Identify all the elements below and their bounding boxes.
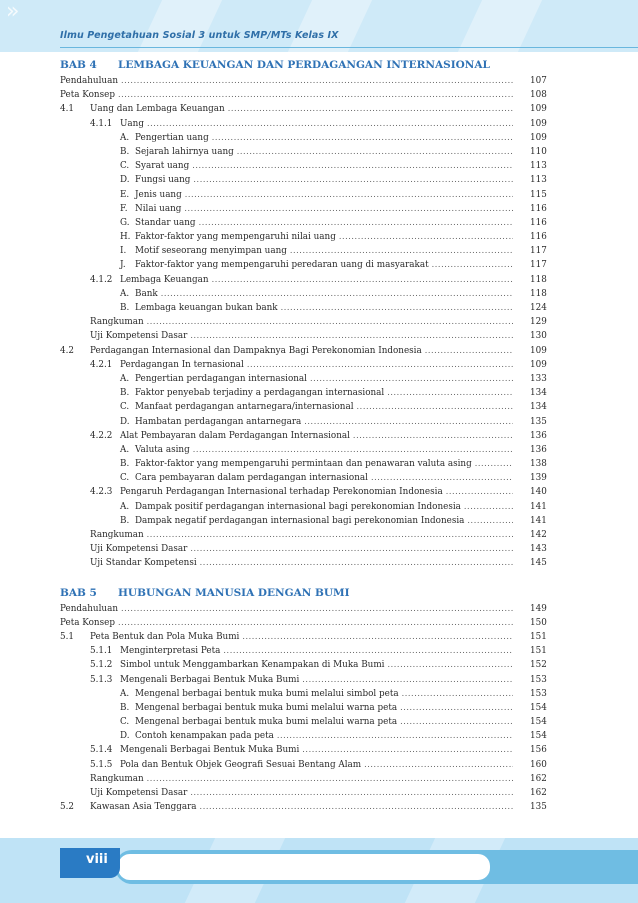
toc-entry[interactable] bbox=[60, 471, 556, 485]
dot-leader bbox=[364, 758, 513, 772]
dot-leader bbox=[302, 743, 513, 757]
toc-entry-page: 116 bbox=[530, 217, 547, 228]
toc-entry-number: B. bbox=[120, 702, 130, 713]
toc-entry-label: Faktor-faktor yang mempengaruhi peredaran uang di masyarakat bbox=[135, 260, 429, 271]
toc-entry-page: 118 bbox=[530, 274, 547, 285]
toc-entry-page: 145 bbox=[530, 558, 547, 569]
toc-entry-label: Rangkuman bbox=[90, 773, 144, 784]
toc-entry-page: 136 bbox=[530, 430, 547, 441]
chapter-heading bbox=[60, 57, 556, 74]
toc-entry-number: 5.1.4 bbox=[90, 745, 113, 756]
toc-entry-number: 4.1 bbox=[60, 104, 74, 115]
dot-leader bbox=[212, 273, 513, 287]
toc-entry-label: Motif seseorang menyimpan uang bbox=[135, 246, 287, 257]
toc-entry-number: 5.2 bbox=[60, 802, 74, 813]
toc-entry[interactable] bbox=[60, 372, 556, 386]
dot-leader bbox=[464, 500, 513, 514]
toc-entry[interactable] bbox=[60, 202, 556, 216]
toc-entry-label: Faktor penyebab terjadiny a perdagangan internasional bbox=[135, 388, 385, 399]
toc-entry[interactable] bbox=[60, 658, 556, 672]
toc-entry-number: A. bbox=[120, 132, 130, 143]
toc-entry-label: Pendahuluan bbox=[60, 603, 118, 614]
toc-entry-label: Peta Konsep bbox=[60, 90, 115, 101]
toc-entry-label: Pendahuluan bbox=[60, 76, 118, 86]
toc-entry-page: 118 bbox=[530, 288, 547, 299]
toc-entry-number: G. bbox=[120, 217, 130, 228]
toc-entry-label: Uji Standar Kompetensi bbox=[90, 558, 197, 569]
dot-leader bbox=[118, 88, 513, 102]
toc-entry[interactable] bbox=[60, 644, 556, 658]
toc-entry-number: 4.1.2 bbox=[90, 274, 113, 285]
toc-entry-label: Syarat uang bbox=[135, 161, 190, 172]
dot-leader bbox=[353, 429, 513, 443]
toc-entry-label: Mengenali Berbagai Bentuk Muka Bumi bbox=[120, 674, 300, 685]
toc-entry-number: D. bbox=[120, 416, 130, 427]
toc-entry-page: 134 bbox=[530, 388, 547, 399]
dot-leader bbox=[199, 216, 513, 230]
toc-entry[interactable] bbox=[60, 528, 556, 542]
dot-leader bbox=[121, 602, 513, 616]
toc-entry[interactable] bbox=[60, 102, 556, 116]
toc-entry-page: 117 bbox=[530, 246, 547, 257]
toc-entry-label: Faktor-faktor yang mempengaruhi nilai uang bbox=[135, 232, 336, 243]
dot-leader bbox=[190, 542, 513, 556]
toc-entry-page: 109 bbox=[530, 359, 547, 370]
toc-entry-page: 115 bbox=[530, 189, 547, 200]
toc-entry-page: 129 bbox=[530, 317, 547, 328]
dot-leader bbox=[402, 687, 513, 701]
dot-leader bbox=[467, 514, 513, 528]
toc-entry-number: C. bbox=[120, 402, 130, 413]
toc-entry-label: Uang bbox=[120, 118, 144, 129]
toc-entry[interactable] bbox=[60, 173, 556, 187]
toc-entry-label: Dampak negatif perdagangan internasional bagi perekonomian Indonesia bbox=[135, 515, 465, 526]
toc-entry-label: Rangkuman bbox=[90, 317, 144, 328]
toc-entry-label: Jenis uang bbox=[135, 189, 182, 200]
toc-entry-page: 162 bbox=[530, 773, 547, 784]
toc-entry-label: Lembaga Keuangan bbox=[120, 274, 209, 285]
dot-leader bbox=[446, 485, 513, 499]
toc-entry-number: D. bbox=[120, 731, 130, 742]
toc-entry-page: 154 bbox=[530, 702, 547, 713]
toc-entry-label: Mengenal berbagai bentuk muka bumi melalui warna peta bbox=[135, 717, 398, 728]
toc-entry-number: 4.2.3 bbox=[90, 487, 113, 498]
toc-entry-page: 109 bbox=[530, 118, 547, 129]
header-stripe bbox=[138, 0, 222, 52]
toc-entry[interactable] bbox=[60, 772, 556, 786]
toc-entry[interactable] bbox=[60, 258, 556, 272]
dot-leader bbox=[387, 386, 513, 400]
dot-leader bbox=[121, 74, 513, 88]
toc-entry[interactable] bbox=[60, 244, 556, 258]
toc-entry-label: Lembaga keuangan bukan bank bbox=[135, 303, 278, 313]
toc-entry-number: E. bbox=[120, 189, 130, 200]
toc-entry[interactable] bbox=[60, 415, 556, 429]
toc-entry[interactable] bbox=[60, 500, 556, 514]
toc-entry-page: 150 bbox=[530, 617, 547, 628]
toc-entry-label: Menginterpretasi Peta bbox=[120, 646, 221, 657]
toc-entry-page: 156 bbox=[530, 745, 547, 756]
toc-entry-page: 107 bbox=[530, 76, 547, 86]
toc-entry-number: J. bbox=[120, 260, 126, 271]
toc-entry-page: 109 bbox=[530, 104, 547, 115]
dot-leader bbox=[147, 772, 513, 786]
toc-entry[interactable] bbox=[60, 216, 556, 230]
toc-entry[interactable] bbox=[60, 230, 556, 244]
toc-entry-number: F. bbox=[120, 203, 128, 214]
toc-entry-label: Peta Konsep bbox=[60, 617, 115, 628]
dot-leader bbox=[304, 415, 513, 429]
chapter-title: LEMBAGA KEUANGAN DAN PERDAGANGAN INTERNASIONAL bbox=[118, 59, 490, 71]
chapter-number: BAB 4 bbox=[60, 59, 97, 71]
toc-entry[interactable] bbox=[60, 701, 556, 715]
toc-entry-number: H. bbox=[120, 232, 131, 243]
toc-entry-number: B. bbox=[120, 459, 130, 470]
toc-entry-label: Mengenal berbagai bentuk muka bumi melalui warna peta bbox=[135, 702, 398, 713]
toc-entry-page: 109 bbox=[530, 132, 547, 143]
toc-entry[interactable] bbox=[60, 400, 556, 414]
toc-entry-label: Simbol untuk Menggambarkan Kenampakan di Muka Bumi bbox=[120, 660, 385, 671]
toc-entry-page: 116 bbox=[530, 203, 547, 214]
toc-entry-number: 4.2 bbox=[60, 345, 74, 356]
toc-entry-label: Sejarah lahirnya uang bbox=[135, 146, 234, 157]
toc-entry-page: 151 bbox=[530, 646, 547, 657]
toc-entry-page: 134 bbox=[530, 402, 547, 413]
toc-entry[interactable] bbox=[60, 315, 556, 329]
dot-leader bbox=[161, 287, 513, 301]
toc-entry-number: C. bbox=[120, 161, 130, 172]
chapter-title: HUBUNGAN MANUSIA DENGAN BUMI bbox=[118, 586, 350, 599]
toc-entry-page: 151 bbox=[530, 631, 547, 642]
dot-leader bbox=[147, 117, 513, 131]
toc-entry-label: Contoh kenampakan pada peta bbox=[135, 731, 274, 742]
toc-entry-label: Manfaat perdagangan antarnegara/internasional bbox=[135, 402, 354, 413]
toc-entry-page: 143 bbox=[530, 544, 547, 555]
dot-leader bbox=[193, 173, 513, 187]
header-band bbox=[0, 0, 638, 52]
dot-leader bbox=[432, 258, 513, 272]
toc-entry-label: Uji Kompetensi Dasar bbox=[90, 331, 188, 342]
dot-leader bbox=[371, 471, 513, 485]
dot-leader bbox=[357, 400, 513, 414]
chevron-icon: » bbox=[6, 0, 20, 24]
toc-entry-page: 133 bbox=[530, 373, 547, 384]
toc-entry-number: C. bbox=[120, 473, 130, 484]
toc-entry[interactable] bbox=[60, 429, 556, 443]
toc-entry-page: 113 bbox=[530, 175, 547, 186]
dot-leader bbox=[237, 145, 513, 159]
toc-entry[interactable] bbox=[60, 74, 556, 88]
toc-entry-label: Pengertian uang bbox=[135, 132, 209, 143]
chapter-number: BAB 5 bbox=[60, 586, 97, 599]
dot-leader bbox=[212, 131, 513, 145]
toc-entry-label: Rangkuman bbox=[90, 530, 144, 540]
dot-leader bbox=[200, 800, 513, 814]
toc-entry[interactable] bbox=[60, 556, 556, 570]
toc-entry[interactable] bbox=[60, 758, 556, 772]
toc-entry-label: Uji Kompetensi Dasar bbox=[90, 788, 188, 798]
page-number: viii bbox=[86, 852, 108, 867]
toc-entry-page: 154 bbox=[530, 731, 547, 742]
toc-entry-label: Pengaruh Perdagangan Internasional terhadap Perekonomian Indonesia bbox=[120, 487, 443, 498]
toc-entry[interactable] bbox=[60, 485, 556, 499]
toc-entry-number: 5.1.2 bbox=[90, 660, 113, 671]
dot-leader bbox=[118, 616, 513, 630]
toc-entry-label: Pengertian perdagangan internasional bbox=[135, 373, 307, 384]
toc-entry-label: Valuta asing bbox=[135, 444, 190, 455]
header-rule bbox=[60, 47, 638, 48]
dot-leader bbox=[425, 344, 513, 358]
dot-leader bbox=[400, 715, 513, 729]
toc-entry-page: 124 bbox=[530, 303, 547, 313]
toc-entry-page: 162 bbox=[530, 788, 547, 798]
dot-leader bbox=[193, 443, 513, 457]
toc-entry-page: 154 bbox=[530, 717, 547, 728]
dot-leader bbox=[200, 556, 513, 570]
toc-entry[interactable] bbox=[60, 358, 556, 372]
toc-entry-label: Pola dan Bentuk Objek Geografi Sesuai Bentang Alam bbox=[120, 759, 362, 770]
dot-leader bbox=[475, 457, 513, 471]
chapter-heading bbox=[60, 585, 556, 602]
toc-entry-page: 138 bbox=[530, 459, 547, 470]
toc-entry-label: Nilai uang bbox=[135, 203, 182, 214]
toc-entry-page: 160 bbox=[530, 759, 547, 770]
dot-leader bbox=[147, 528, 513, 542]
toc-entry-number: C. bbox=[120, 717, 130, 728]
toc-entry[interactable] bbox=[60, 301, 556, 315]
dot-leader bbox=[277, 729, 513, 743]
toc-entry-label: Cara pembayaran dalam perdagangan internasional bbox=[135, 473, 368, 484]
toc-entry-page: 108 bbox=[530, 90, 547, 101]
toc-entry-number: D. bbox=[120, 175, 130, 186]
toc-entry-label: Alat Pembayaran dalam Perdagangan Internasional bbox=[120, 430, 350, 441]
toc-entry-page: 141 bbox=[530, 501, 547, 512]
toc-entry[interactable] bbox=[60, 188, 556, 202]
toc-entry[interactable] bbox=[60, 602, 556, 616]
dot-leader bbox=[247, 358, 513, 372]
header-stripe bbox=[288, 0, 372, 52]
toc-entry-page: 140 bbox=[530, 487, 547, 498]
toc-entry-number: 4.2.1 bbox=[90, 359, 113, 370]
toc-entry-label: Uji Kompetensi Dasar bbox=[90, 544, 188, 555]
toc-entry[interactable] bbox=[60, 743, 556, 757]
toc-entry-page: 139 bbox=[530, 473, 547, 484]
toc-entry[interactable] bbox=[60, 800, 556, 814]
table-of-contents bbox=[60, 57, 556, 814]
toc-entry-number: 4.1.1 bbox=[90, 118, 113, 129]
toc-entry-page: 116 bbox=[530, 232, 547, 243]
toc-entry-label: Mengenali Berbagai Bentuk Muka Bumi bbox=[120, 745, 300, 756]
toc-entry-number: I. bbox=[120, 246, 127, 257]
toc-entry-page: 153 bbox=[530, 688, 547, 699]
toc-entry[interactable] bbox=[60, 287, 556, 301]
toc-entry-page: 110 bbox=[530, 146, 547, 157]
toc-entry-number: A. bbox=[120, 688, 130, 699]
toc-entry-number: B. bbox=[120, 303, 130, 313]
toc-entry[interactable] bbox=[60, 117, 556, 131]
toc-entry-number: A. bbox=[120, 288, 130, 299]
toc-entry[interactable] bbox=[60, 514, 556, 528]
toc-entry[interactable] bbox=[60, 443, 556, 457]
toc-entry[interactable] bbox=[60, 630, 556, 644]
dot-leader bbox=[388, 658, 514, 672]
toc-entry-number: 4.2.2 bbox=[90, 430, 113, 441]
toc-entry-page: 135 bbox=[530, 802, 547, 813]
dot-leader bbox=[190, 329, 513, 343]
toc-entry-label: Kawasan Asia Tenggara bbox=[90, 802, 197, 813]
toc-entry-number: 5.1.1 bbox=[90, 646, 113, 657]
dot-leader bbox=[302, 673, 513, 687]
toc-entry-number: A. bbox=[120, 373, 130, 384]
toc-entry-label: Uang dan Lembaga Keuangan bbox=[90, 104, 225, 115]
toc-entry-page: 130 bbox=[530, 331, 547, 342]
toc-entry[interactable] bbox=[60, 344, 556, 358]
header-stripe bbox=[458, 0, 542, 52]
toc-entry[interactable] bbox=[60, 616, 556, 630]
toc-entry-page: 117 bbox=[530, 260, 547, 271]
toc-entry-label: Peta Bentuk dan Pola Muka Bumi bbox=[90, 631, 240, 642]
dot-leader bbox=[190, 786, 513, 800]
toc-entry-label: Perdagangan In ternasional bbox=[120, 359, 244, 370]
toc-entry-number: B. bbox=[120, 388, 130, 399]
dot-leader bbox=[228, 102, 513, 116]
toc-entry[interactable] bbox=[60, 786, 556, 800]
dot-leader bbox=[310, 372, 513, 386]
toc-entry[interactable] bbox=[60, 457, 556, 471]
toc-entry-number: A. bbox=[120, 501, 130, 512]
toc-entry-label: Faktor-faktor yang mempengaruhi permintaan dan penawaran valuta asing bbox=[135, 459, 472, 470]
toc-entry-page: 141 bbox=[530, 515, 547, 526]
toc-entry-number: 5.1.3 bbox=[90, 674, 113, 685]
dot-leader bbox=[147, 315, 513, 329]
toc-entry-label: Standar uang bbox=[135, 217, 196, 228]
dot-leader bbox=[223, 644, 513, 658]
toc-entry[interactable] bbox=[60, 131, 556, 145]
page-number-tab bbox=[60, 848, 120, 878]
toc-entry[interactable] bbox=[60, 386, 556, 400]
toc-entry-page: 152 bbox=[530, 660, 547, 671]
toc-entry[interactable] bbox=[60, 159, 556, 173]
toc-entry-number: A. bbox=[120, 444, 130, 455]
footer-panel bbox=[118, 854, 490, 880]
toc-entry-number: 5.1.5 bbox=[90, 759, 113, 770]
toc-entry-page: 153 bbox=[530, 674, 547, 685]
toc-entry-page: 113 bbox=[530, 161, 547, 172]
dot-leader bbox=[192, 159, 513, 173]
toc-entry-label: Bank bbox=[135, 288, 158, 299]
toc-entry[interactable] bbox=[60, 88, 556, 102]
toc-entry-number: 5.1 bbox=[60, 631, 74, 642]
toc-entry-label: Hambatan perdagangan antarnegara bbox=[135, 416, 302, 427]
toc-entry-number: B. bbox=[120, 515, 130, 526]
dot-leader bbox=[185, 188, 513, 202]
toc-entry-page: 149 bbox=[530, 603, 547, 614]
toc-entry[interactable] bbox=[60, 273, 556, 287]
toc-entry-label: Dampak positif perdagangan internasional bagi perekonomian Indonesia bbox=[135, 501, 461, 512]
toc-entry-page: 109 bbox=[530, 345, 547, 356]
toc-entry-number: B. bbox=[120, 146, 130, 157]
toc-entry[interactable] bbox=[60, 329, 556, 343]
toc-entry[interactable] bbox=[60, 673, 556, 687]
dot-leader bbox=[339, 230, 513, 244]
toc-entry[interactable] bbox=[60, 729, 556, 743]
toc-entry[interactable] bbox=[60, 542, 556, 556]
toc-entry-label: Fungsi uang bbox=[135, 175, 191, 186]
toc-entry[interactable] bbox=[60, 687, 556, 701]
dot-leader bbox=[290, 244, 513, 258]
toc-entry[interactable] bbox=[60, 145, 556, 159]
dot-leader bbox=[242, 630, 513, 644]
toc-entry-page: 135 bbox=[530, 416, 547, 427]
dot-leader bbox=[184, 202, 513, 216]
dot-leader bbox=[400, 701, 513, 715]
running-header: Ilmu Pengetahuan Sosial 3 untuk SMP/MTs Kelas IX bbox=[60, 30, 339, 41]
toc-entry-page: 142 bbox=[530, 530, 547, 540]
dot-leader bbox=[281, 301, 513, 315]
toc-entry-label: Mengenal berbagai bentuk muka bumi melalui simbol peta bbox=[135, 688, 399, 699]
toc-entry-page: 136 bbox=[530, 444, 547, 455]
toc-entry[interactable] bbox=[60, 715, 556, 729]
toc-entry-label: Perdagangan Internasional dan Dampaknya Bagi Perekonomian Indonesia bbox=[90, 345, 422, 356]
